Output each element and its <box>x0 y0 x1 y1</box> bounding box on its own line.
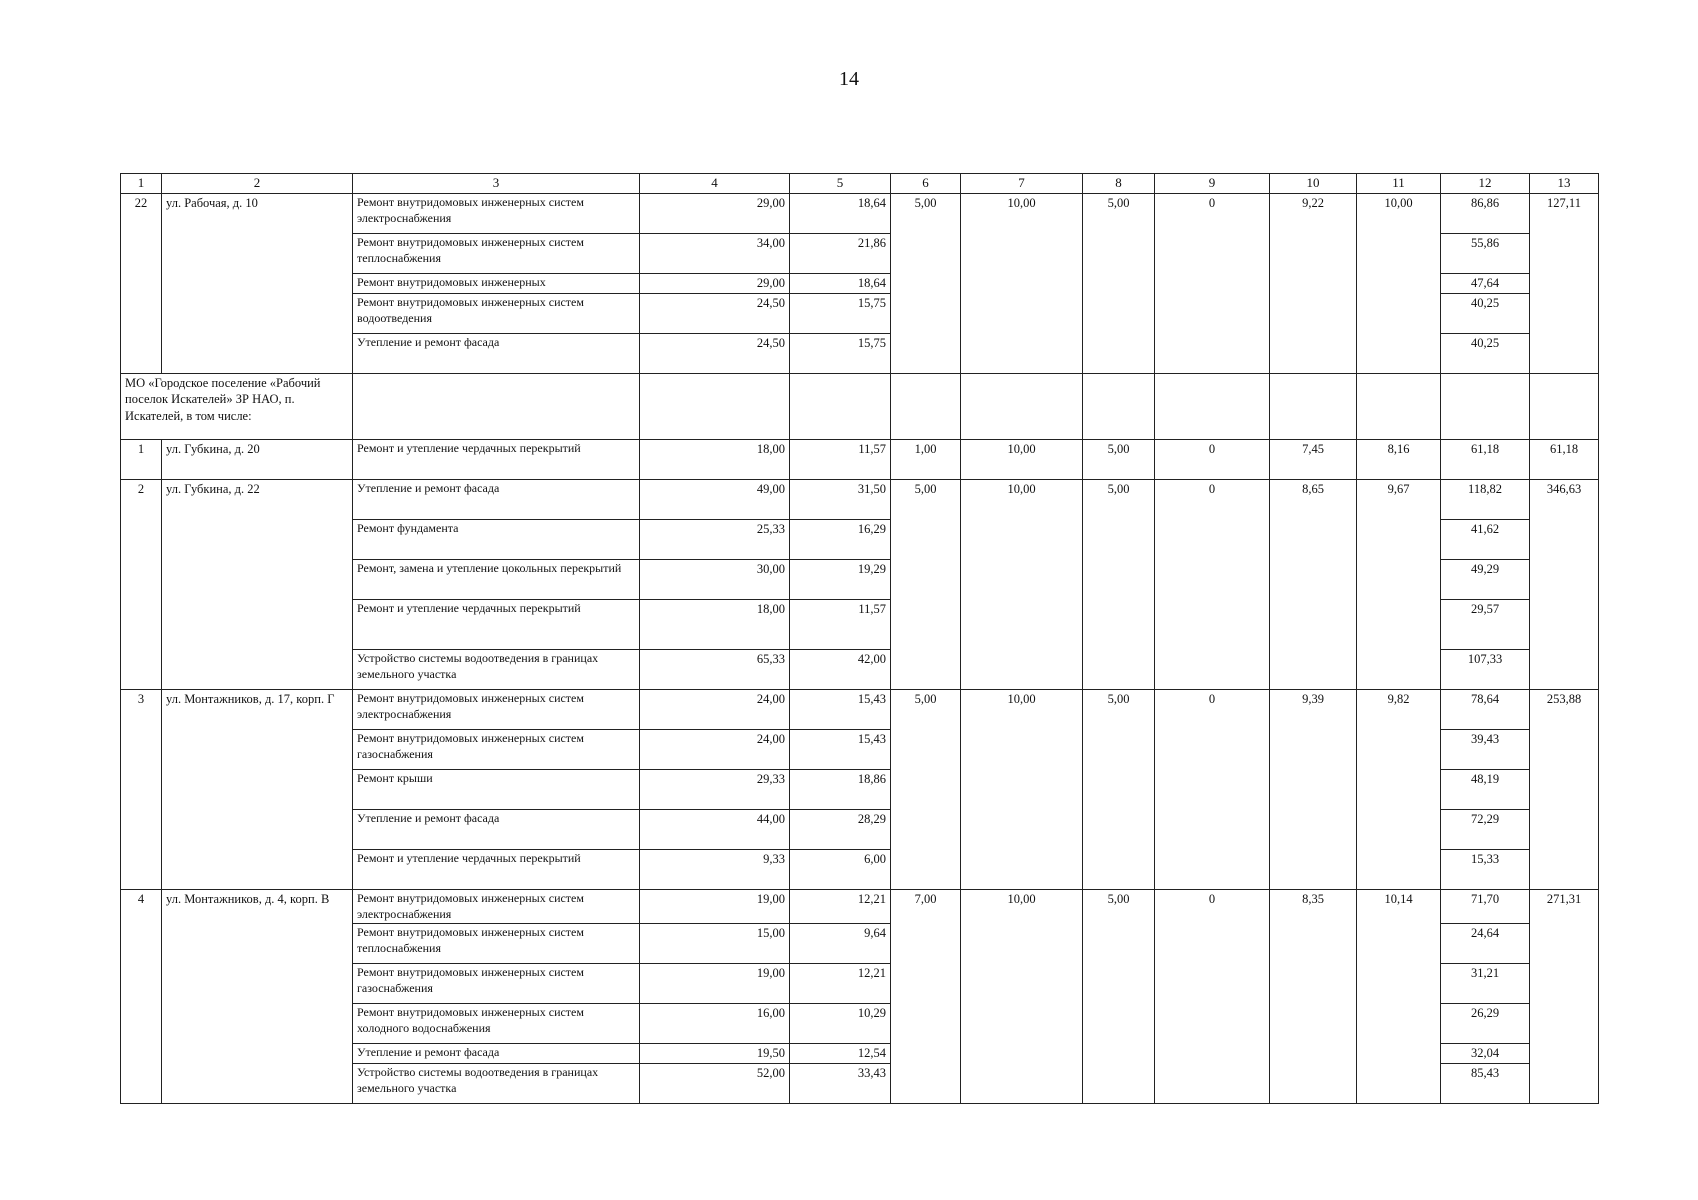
row-number: 1 <box>121 440 162 480</box>
empty-cell <box>1270 374 1357 440</box>
table-row <box>121 890 1599 924</box>
work-name: Утепление и ремонт фасада <box>353 1044 640 1064</box>
column-header: 6 <box>891 174 961 194</box>
work-name: Ремонт внутридомовых инженерных систем газоснабжения <box>353 730 640 770</box>
table-body <box>121 174 1599 1104</box>
value-cell: 42,00 <box>790 650 891 690</box>
column-number-row <box>121 174 1599 194</box>
total-cell: 271,31 <box>1530 890 1599 1104</box>
column-header: 4 <box>640 174 790 194</box>
value-cell: 29,00 <box>640 274 790 294</box>
value-cell: 24,00 <box>640 730 790 770</box>
value-cell: 1,00 <box>891 440 961 480</box>
value-cell: 8,65 <box>1270 480 1357 690</box>
work-name: Утепление и ремонт фасада <box>353 810 640 850</box>
work-name: Утепление и ремонт фасада <box>353 334 640 374</box>
value-cell: 19,29 <box>790 560 891 600</box>
value-cell: 19,00 <box>640 890 790 924</box>
value-cell: 48,19 <box>1441 770 1530 810</box>
work-name: Устройство системы водоотведения в границах земельного участка <box>353 650 640 690</box>
value-cell: 39,43 <box>1441 730 1530 770</box>
value-cell: 19,50 <box>640 1044 790 1064</box>
table-row <box>121 690 1599 730</box>
value-cell: 15,33 <box>1441 850 1530 890</box>
value-cell: 9,22 <box>1270 194 1357 374</box>
value-cell: 5,00 <box>891 194 961 374</box>
value-cell: 71,70 <box>1441 890 1530 924</box>
column-header: 5 <box>790 174 891 194</box>
value-cell: 9,39 <box>1270 690 1357 890</box>
column-header: 11 <box>1357 174 1441 194</box>
value-cell: 78,64 <box>1441 690 1530 730</box>
value-cell: 0 <box>1155 194 1270 374</box>
value-cell: 61,18 <box>1441 440 1530 480</box>
work-name: Ремонт и утепление чердачных перекрытий <box>353 440 640 480</box>
value-cell: 44,00 <box>640 810 790 850</box>
value-cell: 26,29 <box>1441 1004 1530 1044</box>
value-cell: 7,00 <box>891 890 961 1104</box>
address-cell: ул. Рабочая, д. 10 <box>162 194 353 374</box>
value-cell: 55,86 <box>1441 234 1530 274</box>
work-name: Утепление и ремонт фасада <box>353 480 640 520</box>
value-cell: 29,00 <box>640 194 790 234</box>
value-cell: 25,33 <box>640 520 790 560</box>
value-cell: 41,62 <box>1441 520 1530 560</box>
column-header: 12 <box>1441 174 1530 194</box>
value-cell: 40,25 <box>1441 294 1530 334</box>
value-cell: 18,64 <box>790 194 891 234</box>
value-cell: 31,50 <box>790 480 891 520</box>
value-cell: 11,57 <box>790 600 891 650</box>
work-name: Ремонт внутридомовых инженерных систем водоотведения <box>353 294 640 334</box>
value-cell: 0 <box>1155 890 1270 1104</box>
value-cell: 31,21 <box>1441 964 1530 1004</box>
value-cell: 15,75 <box>790 334 891 374</box>
value-cell: 24,64 <box>1441 924 1530 964</box>
work-name: Ремонт внутридомовых инженерных систем холодного водоснабжения <box>353 1004 640 1044</box>
value-cell: 10,00 <box>961 440 1083 480</box>
work-name: Ремонт фундамента <box>353 520 640 560</box>
value-cell: 18,64 <box>790 274 891 294</box>
address-cell: ул. Губкина, д. 22 <box>162 480 353 690</box>
row-number: 2 <box>121 480 162 690</box>
work-name: Ремонт и утепление чердачных перекрытий <box>353 850 640 890</box>
value-cell: 49,29 <box>1441 560 1530 600</box>
column-header: 3 <box>353 174 640 194</box>
empty-cell <box>891 374 961 440</box>
value-cell: 15,00 <box>640 924 790 964</box>
row-number: 3 <box>121 690 162 890</box>
empty-cell <box>961 374 1083 440</box>
value-cell: 29,57 <box>1441 600 1530 650</box>
value-cell: 8,35 <box>1270 890 1357 1104</box>
municipality-title: МО «Городское поселение «Рабочий поселок Искателей» ЗР НАО, п. Искателей, в том числе: <box>121 374 353 440</box>
empty-cell <box>353 374 640 440</box>
address-cell: ул. Губкина, д. 20 <box>162 440 353 480</box>
empty-cell <box>1155 374 1270 440</box>
value-cell: 0 <box>1155 440 1270 480</box>
value-cell: 47,64 <box>1441 274 1530 294</box>
repair-program-table <box>120 173 1599 1104</box>
work-name: Ремонт внутридомовых инженерных систем электроснабжения <box>353 194 640 234</box>
value-cell: 86,86 <box>1441 194 1530 234</box>
column-header: 8 <box>1083 174 1155 194</box>
value-cell: 18,00 <box>640 600 790 650</box>
total-cell: 127,11 <box>1530 194 1599 374</box>
value-cell: 24,50 <box>640 294 790 334</box>
value-cell: 85,43 <box>1441 1064 1530 1104</box>
value-cell: 33,43 <box>790 1064 891 1104</box>
value-cell: 15,75 <box>790 294 891 334</box>
value-cell: 118,82 <box>1441 480 1530 520</box>
empty-cell <box>1357 374 1441 440</box>
value-cell: 12,21 <box>790 964 891 1004</box>
value-cell: 34,00 <box>640 234 790 274</box>
value-cell: 16,29 <box>790 520 891 560</box>
value-cell: 21,86 <box>790 234 891 274</box>
value-cell: 5,00 <box>1083 440 1155 480</box>
value-cell: 30,00 <box>640 560 790 600</box>
value-cell: 5,00 <box>1083 194 1155 374</box>
value-cell: 15,43 <box>790 690 891 730</box>
work-name: Ремонт, замена и утепление цокольных перекрытий <box>353 560 640 600</box>
value-cell: 11,57 <box>790 440 891 480</box>
value-cell: 16,00 <box>640 1004 790 1044</box>
value-cell: 10,00 <box>1357 194 1441 374</box>
total-cell: 253,88 <box>1530 690 1599 890</box>
column-header: 9 <box>1155 174 1270 194</box>
row-number: 4 <box>121 890 162 1104</box>
value-cell: 5,00 <box>1083 690 1155 890</box>
work-name: Ремонт крыши <box>353 770 640 810</box>
value-cell: 10,00 <box>961 890 1083 1104</box>
value-cell: 12,54 <box>790 1044 891 1064</box>
value-cell: 18,00 <box>640 440 790 480</box>
work-name: Ремонт внутридомовых инженерных <box>353 274 640 294</box>
empty-cell <box>1530 374 1599 440</box>
work-name: Устройство системы водоотведения в границах земельного участка <box>353 1064 640 1104</box>
value-cell: 65,33 <box>640 650 790 690</box>
value-cell: 7,45 <box>1270 440 1357 480</box>
empty-cell <box>1441 374 1530 440</box>
value-cell: 40,25 <box>1441 334 1530 374</box>
value-cell: 12,21 <box>790 890 891 924</box>
column-header: 7 <box>961 174 1083 194</box>
total-cell: 61,18 <box>1530 440 1599 480</box>
value-cell: 10,00 <box>961 480 1083 690</box>
table-row <box>121 480 1599 520</box>
work-name: Ремонт внутридомовых инженерных систем электроснабжения <box>353 690 640 730</box>
value-cell: 10,29 <box>790 1004 891 1044</box>
value-cell: 0 <box>1155 690 1270 890</box>
value-cell: 29,33 <box>640 770 790 810</box>
value-cell: 32,04 <box>1441 1044 1530 1064</box>
empty-cell <box>1083 374 1155 440</box>
municipality-row <box>121 374 1599 440</box>
table-row <box>121 194 1599 234</box>
value-cell: 6,00 <box>790 850 891 890</box>
work-name: Ремонт внутридомовых инженерных систем теплоснабжения <box>353 234 640 274</box>
value-cell: 9,64 <box>790 924 891 964</box>
value-cell: 18,86 <box>790 770 891 810</box>
value-cell: 10,00 <box>961 194 1083 374</box>
value-cell: 9,67 <box>1357 480 1441 690</box>
value-cell: 5,00 <box>1083 480 1155 690</box>
column-header: 13 <box>1530 174 1599 194</box>
value-cell: 5,00 <box>1083 890 1155 1104</box>
column-header: 1 <box>121 174 162 194</box>
value-cell: 107,33 <box>1441 650 1530 690</box>
address-cell: ул. Монтажников, д. 17, корп. Г <box>162 690 353 890</box>
value-cell: 5,00 <box>891 480 961 690</box>
value-cell: 52,00 <box>640 1064 790 1104</box>
total-cell: 346,63 <box>1530 480 1599 690</box>
column-header: 2 <box>162 174 353 194</box>
value-cell: 10,00 <box>961 690 1083 890</box>
row-number: 22 <box>121 194 162 374</box>
address-cell: ул. Монтажников, д. 4, корп. В <box>162 890 353 1104</box>
page-number: 14 <box>839 68 859 90</box>
value-cell: 19,00 <box>640 964 790 1004</box>
value-cell: 28,29 <box>790 810 891 850</box>
value-cell: 9,33 <box>640 850 790 890</box>
work-name: Ремонт и утепление чердачных перекрытий <box>353 600 640 650</box>
value-cell: 10,14 <box>1357 890 1441 1104</box>
value-cell: 9,82 <box>1357 690 1441 890</box>
value-cell: 24,50 <box>640 334 790 374</box>
work-name: Ремонт внутридомовых инженерных систем электроснабжения <box>353 890 640 924</box>
value-cell: 0 <box>1155 480 1270 690</box>
value-cell: 24,00 <box>640 690 790 730</box>
column-header: 10 <box>1270 174 1357 194</box>
value-cell: 49,00 <box>640 480 790 520</box>
empty-cell <box>640 374 790 440</box>
empty-cell <box>790 374 891 440</box>
value-cell: 5,00 <box>891 690 961 890</box>
value-cell: 15,43 <box>790 730 891 770</box>
work-name: Ремонт внутридомовых инженерных систем газоснабжения <box>353 964 640 1004</box>
value-cell: 72,29 <box>1441 810 1530 850</box>
table-row <box>121 440 1599 480</box>
work-name: Ремонт внутридомовых инженерных систем теплоснабжения <box>353 924 640 964</box>
value-cell: 8,16 <box>1357 440 1441 480</box>
